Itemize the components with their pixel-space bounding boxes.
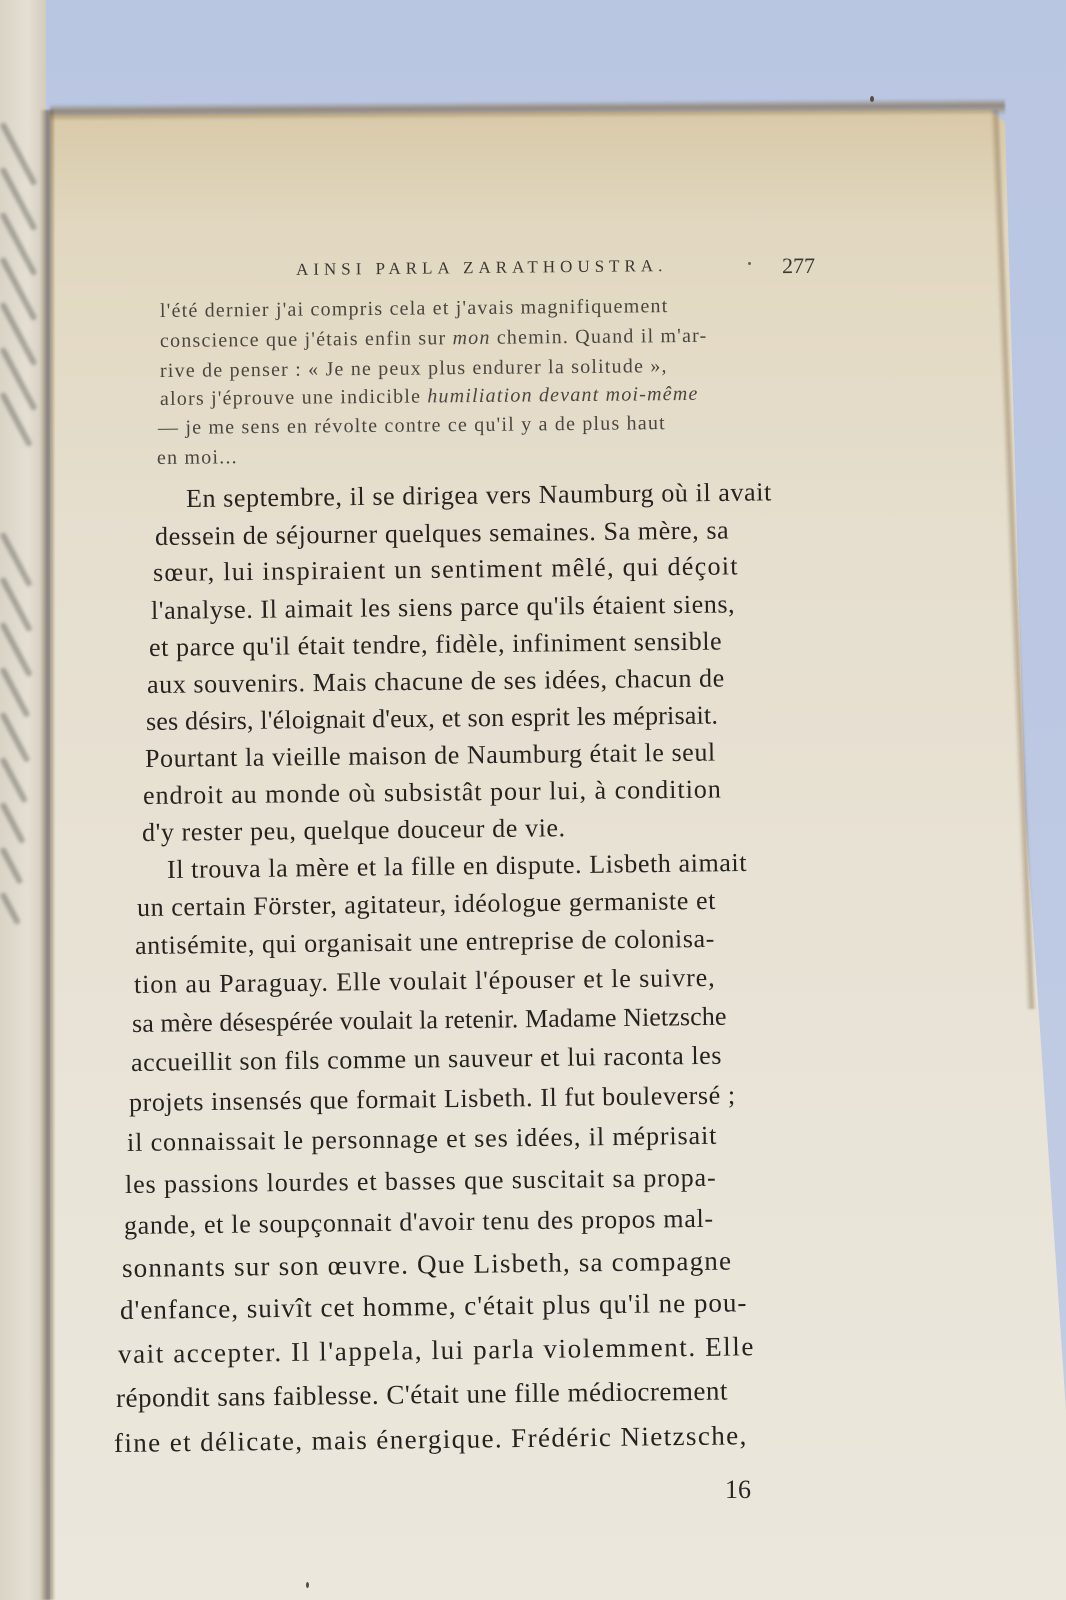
paragraph-line: aux souvenirs. Mais chacune de ses idées, chacun de	[146, 663, 725, 699]
quote-line: — je me sens en révolte contre ce qu'il y a de plus haut	[157, 412, 666, 439]
illegible-text-line	[0, 757, 28, 804]
quote-line-text: conscience que j'étais enfin sur	[159, 327, 453, 352]
paragraph-line: En septembre, il se dirigea vers Naumburg où il avait	[185, 477, 772, 513]
paragraph-line: dessein de séjourner quelques semaines. Sa mère, sa	[154, 515, 730, 551]
running-head: AINSI PARLA ZARATHOUSTRA.	[295, 256, 668, 279]
paragraph-line: l'analyse. Il aimait les siens parce qu'ils étaient siens,	[150, 589, 736, 625]
paragraph-line: antisémite, qui organisait une entreprise de colonisa-	[134, 923, 716, 960]
signature-mark: 16	[725, 1475, 751, 1504]
paragraph-line: vait accepter. Il l'appela, lui parla violemment. Elle	[117, 1331, 756, 1369]
page-number: 277	[781, 252, 816, 279]
paragraph-line: sonnants sur son œuvre. Que Lisbeth, sa compagne	[121, 1245, 733, 1283]
running-head-dot	[748, 262, 751, 265]
paper-speck	[306, 1582, 309, 1588]
paragraph-line: tion au Paraguay. Elle voulait l'épouser et le suivre,	[133, 962, 716, 999]
paragraph-line: les passions lourdes et basses que suscitait sa propa-	[124, 1162, 717, 1199]
paragraph-line: Pourtant la vieille maison de Naumburg était le seul	[144, 737, 716, 773]
quote-line: en moi...	[156, 446, 238, 469]
quote-line-text: alors j'éprouve une indicible	[159, 385, 428, 410]
illegible-text-line	[0, 712, 30, 763]
paragraph-line: répondit sans faiblesse. C'était une fille médiocrement	[115, 1375, 729, 1413]
paragraph-line: projets insensés que formait Lisbeth. Il fut bouleversé ;	[128, 1080, 736, 1117]
paragraph-line: et parce qu'il était tendre, fidèle, infiniment sensible	[148, 626, 723, 662]
paragraph-line: d'enfance, suivît cet homme, c'était plus qu'il ne pou-	[119, 1287, 748, 1325]
illegible-text-line	[0, 847, 23, 885]
paragraph-line: ses désirs, l'éloignait d'eux, et son esprit les méprisait.	[145, 700, 719, 736]
paragraph-line: sa mère désespérée voulait la retenir. Madame Nietzsche	[131, 1001, 727, 1038]
paragraph-line: gande, et le soupçonnait d'avoir tenu des propos mal-	[123, 1203, 714, 1240]
paragraph-line: sœur, lui inspiraient un sentiment mêlé, qui déçoit	[152, 551, 740, 587]
quote-line: rive de penser : « Je ne peux plus endurer la solitude »,	[159, 355, 668, 382]
quote-line-text: chemin. Quand il m'ar-	[490, 324, 708, 349]
paragraph-line: un certain Förster, agitateur, idéologue germaniste et	[136, 885, 717, 922]
paragraph-line: accueillit son fils comme un sauveur et lui raconta les	[130, 1040, 723, 1077]
paragraph-line: fine et délicate, mais énergique. Frédéric Nietzsche,	[113, 1420, 748, 1458]
paper-speck	[870, 96, 874, 102]
paragraph-line: Il trouva la mère et la fille en dispute. Lisbeth aimait	[166, 847, 748, 884]
quote-italic-humiliation: humiliation devant moi-même	[427, 382, 699, 408]
paragraph-line: il connaissait le personnage et ses idées, il méprisait	[126, 1120, 718, 1157]
quote-line: l'été dernier j'ai compris cela et j'avais magnifiquement	[159, 295, 669, 322]
paragraph-line: endroit au monde où subsistât pour lui, à condition	[142, 774, 722, 810]
illegible-text-line	[0, 802, 26, 845]
gutter-shadow	[40, 110, 54, 1600]
paragraph-line: d'y rester peu, quelque douceur de vie.	[141, 813, 566, 847]
illegible-text-line	[0, 892, 21, 926]
quote-italic-mon: mon	[452, 326, 491, 350]
